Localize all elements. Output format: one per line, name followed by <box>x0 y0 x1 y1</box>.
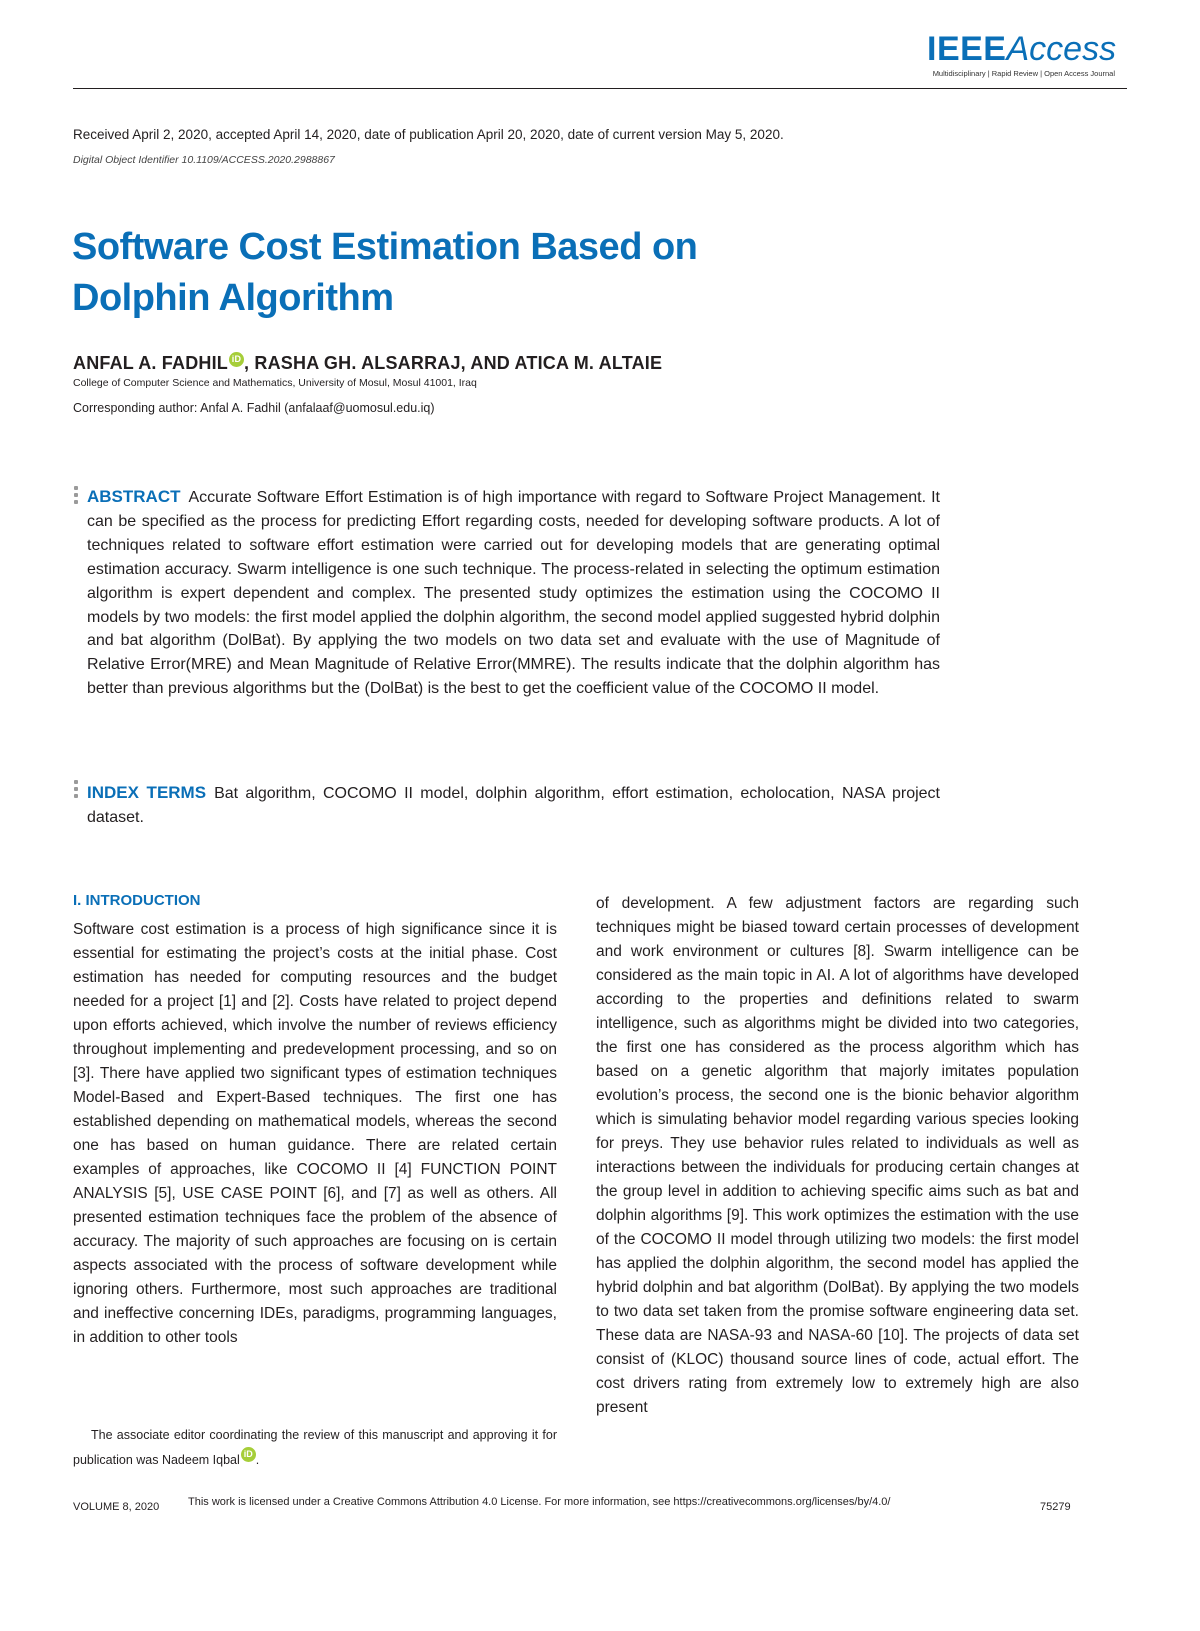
abstract <box>87 485 940 701</box>
received-dates: Received April 2, 2020, accepted April 14, 2020, date of publication April 20, 2020, date of current version May 5, 2020. <box>73 127 784 142</box>
paper-title-line-1: Software Cost Estimation Based on <box>72 226 698 268</box>
affiliation: College of Computer Science and Mathematics, University of Mosul, Mosul 41001, Iraq <box>73 377 477 389</box>
footnote-text: The associate editor coordinating the review of this manuscript and approving it for publication was Nadeem Iqbal <box>73 1428 557 1467</box>
footer-page-number: 75279 <box>1040 1501 1071 1513</box>
journal-tagline: Multidisciplinary | Rapid Review | Open Access Journal <box>932 69 1115 78</box>
index-terms-text: Bat algorithm, COCOMO II model, dolphin algorithm, effort estimation, echolocation, NASA project dataset. <box>87 785 940 826</box>
paper-title-line-2: Dolphin Algorithm <box>72 277 394 319</box>
header-divider <box>73 88 1127 89</box>
author-first: ANFAL A. FADHIL <box>73 353 228 373</box>
journal-name <box>927 30 1127 68</box>
index-terms <box>87 781 940 830</box>
footer-license[interactable]: This work is licensed under a Creative Commons Attribution 4.0 License. For more information, see https://creativecommons.org/licenses/by/4.0/ <box>188 1496 891 1508</box>
footer-volume: VOLUME 8, 2020 <box>73 1501 160 1513</box>
corresponding-author: Corresponding author: Anfal A. Fadhil (anfalaaf@uomosul.edu.iq) <box>73 401 435 415</box>
body-right-column: of development. A few adjustment factors are regarding such techniques might be biased toward certain processes of development and work environment or cultures [8]. Swarm intelligence can be considered as the main topic in AI. A lot of algorithms have developed according to the properties and definitions related to swarm intelligence, such as algorithms might be divided into two categories, the first one has considered as the process algorithm which has based on a genetic algorithm that majorly imitates population evolution’s process, the second one is the bionic behavior algorithm which is simulating behavior model regarding various species looking for preys. They use behavior rules related to individuals as well as interactions between the individuals for producing certain changes at the group level in addition to achieving specific aims such as bat and dolphin algorithms [9]. This work optimizes the estimation with the use of the COCOMO II model through utilizing two models: the first model has applied the dolphin algorithm, the second model has applied the hybrid dolphin and bat algorithm (DolBat). By applying the two models to two data set taken from the promise software engineering data set. These data are NASA-93 and NASA-60 [10]. The projects of data set consist of (KLOC) thousand source lines of code, actual effort. The cost drivers rating from extremely low to extremely high are also present <box>596 895 1079 1416</box>
journal-name-italic: Access <box>1006 30 1117 68</box>
section-heading: I. INTRODUCTION <box>73 892 201 909</box>
journal-logo <box>927 30 1127 86</box>
dotted-marker-icon <box>74 486 78 512</box>
editor-footnote: The associate editor coordinating the review of this manuscript and approving it for publication was Nadeem Iqbal iD . <box>73 1428 557 1467</box>
abstract-text: Accurate Software Effort Estimation is of high importance with regard to Software Project Management. It can be specified as the process for predicting Effort regarding costs, needed for developing software products. A lot of techniques related to software effort estimation were carried out for developing models that are generating optimal estimation accuracy. Swarm intelligence is one such technique. The process-related in selecting the optimum estimation algorithm is expert dependent and complex. The presented study optimizes the estimation using the COCOMO II models by two models: the first model applied the dolphin algorithm, the second model applied suggested hybrid dolphin and bat algorithm (DolBat). By applying the two models on two data set and evaluate with the use of Magnitude of Relative Error(MRE) and Mean Magnitude of Relative Error(MMRE). The results indicate that the dolphin algorithm has better than previous algorithms but the (DolBat) is the best to get the coefficient value of the COCOMO II model. <box>87 489 940 698</box>
doi-line[interactable]: Digital Object Identifier 10.1109/ACCESS.2020.2988867 <box>73 154 335 166</box>
journal-name-bold: IEEE <box>927 30 1007 68</box>
body-left-column: Software cost estimation is a process of high significance since it is essential for estimating the project’s costs at the initial phase. Cost estimation has needed for computing resources and the budget needed for a project [1] and [2]. Costs have related to project depend upon efforts achieved, which involve the number of reviews efficiency throughout implementing and predevelopment processing, and so on [3]. There have applied two significant types of estimation techniques Model-Based and Expert-Based techniques. The first one has established depending on mathematical models, whereas the second one has based on human guidance. There are related certain examples of approaches, like COCOMO II [4] FUNCTION POINT ANALYSIS [5], USE CASE POINT [6], and [7] as well as others. All presented estimation techniques face the problem of the absence of accuracy. The majority of such approaches are focusing on is certain aspects associated with the process of software development while ignoring others. Furthermore, most such approaches are traditional and ineffective concerning IDEs, paradigms, programming languages, in addition to other tools <box>73 921 557 1346</box>
author-list <box>73 352 662 374</box>
dotted-marker-icon <box>74 780 78 806</box>
orcid-icon[interactable]: iD <box>241 1447 256 1462</box>
author-rest: , RASHA GH. ALSARRAJ, AND ATICA M. ALTAIE <box>244 353 663 373</box>
paper-title <box>72 222 832 324</box>
index-terms-label: INDEX TERMS <box>87 783 207 802</box>
orcid-icon[interactable]: iD <box>229 352 244 367</box>
abstract-label: ABSTRACT <box>87 487 181 506</box>
